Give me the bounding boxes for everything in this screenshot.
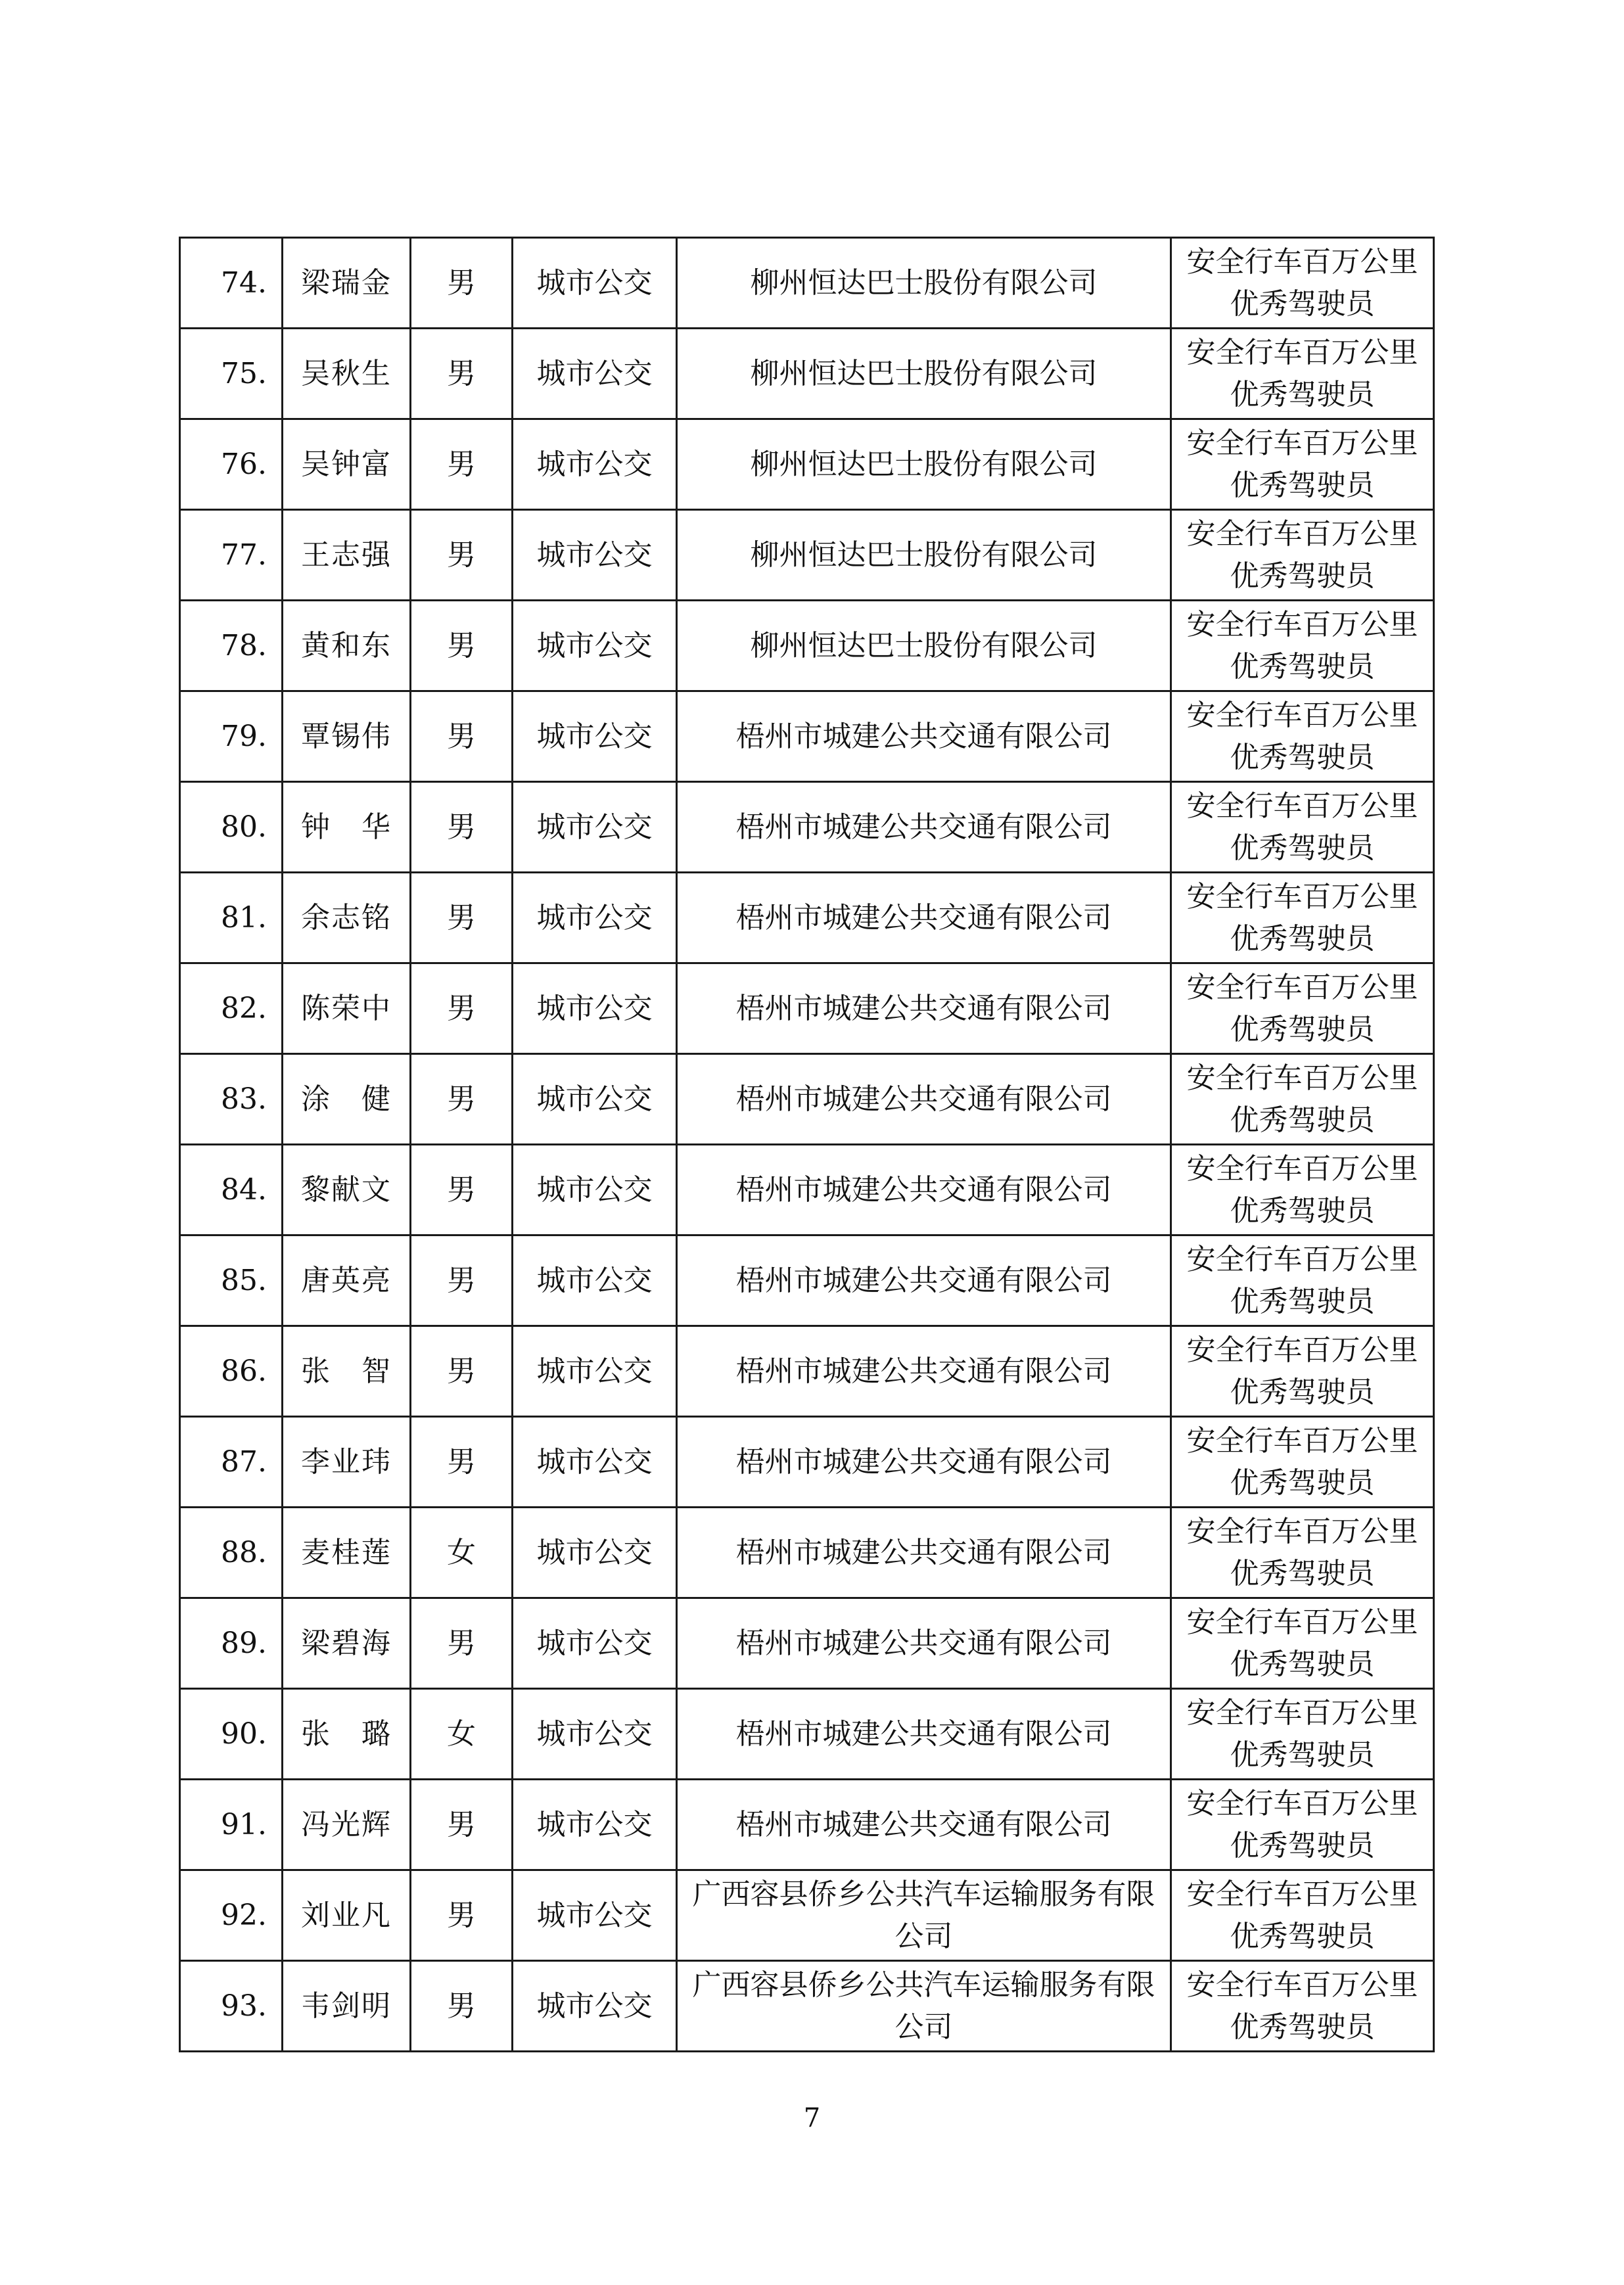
table-row bbox=[180, 1508, 1434, 1598]
category-cell bbox=[513, 1235, 677, 1326]
award-title: 安全行车百万公里优秀驾驶员 bbox=[1186, 1605, 1418, 1681]
row-number: 85. bbox=[221, 1263, 267, 1297]
award-cell bbox=[1171, 1417, 1434, 1508]
award-cell bbox=[1171, 1235, 1434, 1326]
gender-cell bbox=[411, 419, 513, 510]
category-cell bbox=[513, 873, 677, 963]
award-title: 安全行车百万公里优秀驾驶员 bbox=[1186, 607, 1418, 683]
table-row bbox=[180, 1689, 1434, 1780]
name-cell bbox=[283, 782, 411, 873]
person-name: 余志铭 bbox=[301, 900, 392, 935]
table-row bbox=[180, 1326, 1434, 1417]
category-cell bbox=[513, 329, 677, 419]
row-number: 89. bbox=[221, 1626, 267, 1660]
person-name: 冯光辉 bbox=[301, 1807, 392, 1841]
person-name: 黄和东 bbox=[301, 628, 392, 662]
award-cell bbox=[1171, 601, 1434, 691]
gender-cell bbox=[411, 1417, 513, 1508]
organization: 广西容县侨乡公共汽车运输服务有限公司 bbox=[692, 1877, 1155, 1953]
gender: 男 bbox=[447, 900, 476, 935]
table-row bbox=[180, 691, 1434, 782]
award-title: 安全行车百万公里优秀驾驶员 bbox=[1186, 1877, 1418, 1953]
award-title: 安全行车百万公里优秀驾驶员 bbox=[1186, 789, 1418, 865]
row-number-cell bbox=[180, 510, 283, 601]
table-row bbox=[180, 510, 1434, 601]
organization-cell bbox=[677, 1689, 1171, 1780]
gender-cell bbox=[411, 691, 513, 782]
row-number-cell bbox=[180, 873, 283, 963]
award-title: 安全行车百万公里优秀驾驶员 bbox=[1186, 879, 1418, 956]
table-row bbox=[180, 873, 1434, 963]
person-name: 唐英亮 bbox=[301, 1263, 392, 1297]
row-number-cell bbox=[180, 1780, 283, 1870]
organization: 梧州市城建公共交通有限公司 bbox=[735, 1535, 1112, 1569]
award-title: 安全行车百万公里优秀驾驶员 bbox=[1186, 970, 1418, 1046]
table-row bbox=[180, 1417, 1434, 1508]
name-cell bbox=[283, 1326, 411, 1417]
table-body bbox=[180, 238, 1434, 2052]
gender-cell bbox=[411, 329, 513, 419]
name-cell bbox=[283, 963, 411, 1054]
award-cell bbox=[1171, 1598, 1434, 1689]
name-cell bbox=[283, 510, 411, 601]
category: 城市公交 bbox=[536, 810, 653, 844]
person-name: 黎献文 bbox=[301, 1172, 392, 1207]
award-cell bbox=[1171, 963, 1434, 1054]
row-number: 83. bbox=[221, 1082, 267, 1116]
category: 城市公交 bbox=[536, 1626, 653, 1660]
gender-cell bbox=[411, 1961, 513, 2052]
award-cell bbox=[1171, 1961, 1434, 2052]
table-row bbox=[180, 419, 1434, 510]
name-cell bbox=[283, 1961, 411, 2052]
organization: 梧州市城建公共交通有限公司 bbox=[735, 1172, 1112, 1207]
category: 城市公交 bbox=[536, 1354, 653, 1388]
row-number: 76. bbox=[221, 447, 267, 481]
award-cell bbox=[1171, 419, 1434, 510]
person-name: 张 璐 bbox=[301, 1717, 392, 1751]
award-title: 安全行车百万公里优秀驾驶员 bbox=[1186, 1242, 1418, 1318]
name-cell bbox=[283, 1689, 411, 1780]
category: 城市公交 bbox=[536, 1082, 653, 1116]
category-cell bbox=[513, 1870, 677, 1961]
gender-cell bbox=[411, 1780, 513, 1870]
award-cell bbox=[1171, 1780, 1434, 1870]
row-number: 88. bbox=[221, 1535, 267, 1569]
row-number-cell bbox=[180, 782, 283, 873]
row-number-cell bbox=[180, 329, 283, 419]
organization: 梧州市城建公共交通有限公司 bbox=[735, 1263, 1112, 1297]
person-name: 李业玮 bbox=[301, 1444, 392, 1479]
award-cell bbox=[1171, 1870, 1434, 1961]
gender-cell bbox=[411, 1508, 513, 1598]
organization-cell bbox=[677, 1326, 1171, 1417]
row-number-cell bbox=[180, 1598, 283, 1689]
category: 城市公交 bbox=[536, 1172, 653, 1207]
award-title: 安全行车百万公里优秀驾驶员 bbox=[1186, 1061, 1418, 1137]
category-cell bbox=[513, 1145, 677, 1235]
category: 城市公交 bbox=[536, 538, 653, 572]
table-row bbox=[180, 1054, 1434, 1145]
category: 城市公交 bbox=[536, 1898, 653, 1932]
gender: 女 bbox=[447, 1717, 476, 1751]
row-number-cell bbox=[180, 1689, 283, 1780]
category-cell bbox=[513, 1054, 677, 1145]
organization: 柳州恒达巴士股份有限公司 bbox=[750, 265, 1098, 300]
row-number-cell bbox=[180, 1870, 283, 1961]
row-number-cell bbox=[180, 1235, 283, 1326]
person-name: 钟 华 bbox=[301, 810, 392, 844]
gender-cell bbox=[411, 1598, 513, 1689]
award-title: 安全行车百万公里优秀驾驶员 bbox=[1186, 335, 1418, 411]
person-name: 梁碧海 bbox=[301, 1626, 392, 1660]
gender: 女 bbox=[447, 1535, 476, 1569]
organization-cell bbox=[677, 601, 1171, 691]
category-cell bbox=[513, 963, 677, 1054]
award-cell bbox=[1171, 1145, 1434, 1235]
organization-cell bbox=[677, 1508, 1171, 1598]
award-title: 安全行车百万公里优秀驾驶员 bbox=[1186, 426, 1418, 502]
row-number-cell bbox=[180, 1054, 283, 1145]
gender: 男 bbox=[447, 1263, 476, 1297]
row-number-cell bbox=[180, 1326, 283, 1417]
gender: 男 bbox=[447, 628, 476, 662]
award-title: 安全行车百万公里优秀驾驶员 bbox=[1186, 244, 1418, 321]
table-row bbox=[180, 1780, 1434, 1870]
gender-cell bbox=[411, 963, 513, 1054]
gender: 男 bbox=[447, 1989, 476, 2023]
person-name: 梁瑞金 bbox=[301, 265, 392, 300]
row-number: 87. bbox=[221, 1444, 267, 1479]
award-list-table bbox=[179, 237, 1435, 2052]
row-number: 74. bbox=[221, 265, 267, 300]
category-cell bbox=[513, 1689, 677, 1780]
table-row bbox=[180, 1598, 1434, 1689]
gender: 男 bbox=[447, 1898, 476, 1932]
category: 城市公交 bbox=[536, 719, 653, 753]
row-number-cell bbox=[180, 1145, 283, 1235]
category: 城市公交 bbox=[536, 900, 653, 935]
row-number: 77. bbox=[221, 538, 267, 572]
gender-cell bbox=[411, 1145, 513, 1235]
row-number: 93. bbox=[221, 1989, 267, 2023]
award-title: 安全行车百万公里优秀驾驶员 bbox=[1186, 1786, 1418, 1862]
gender: 男 bbox=[447, 356, 476, 390]
row-number-cell bbox=[180, 1508, 283, 1598]
category-cell bbox=[513, 1961, 677, 2052]
organization-cell bbox=[677, 873, 1171, 963]
category: 城市公交 bbox=[536, 628, 653, 662]
gender: 男 bbox=[447, 1444, 476, 1479]
row-number: 80. bbox=[221, 810, 267, 844]
person-name: 王志强 bbox=[301, 538, 392, 572]
award-title: 安全行车百万公里优秀驾驶员 bbox=[1186, 517, 1418, 593]
award-cell bbox=[1171, 873, 1434, 963]
gender: 男 bbox=[447, 1082, 476, 1116]
organization: 梧州市城建公共交通有限公司 bbox=[735, 991, 1112, 1025]
organization: 梧州市城建公共交通有限公司 bbox=[735, 1717, 1112, 1751]
organization-cell bbox=[677, 963, 1171, 1054]
organization-cell bbox=[677, 329, 1171, 419]
organization-cell bbox=[677, 419, 1171, 510]
row-number-cell bbox=[180, 691, 283, 782]
row-number-cell bbox=[180, 1961, 283, 2052]
gender: 男 bbox=[447, 1626, 476, 1660]
gender-cell bbox=[411, 782, 513, 873]
category-cell bbox=[513, 1417, 677, 1508]
table-row bbox=[180, 782, 1434, 873]
organization: 梧州市城建公共交通有限公司 bbox=[735, 810, 1112, 844]
organization-cell bbox=[677, 782, 1171, 873]
category: 城市公交 bbox=[536, 991, 653, 1025]
gender-cell bbox=[411, 510, 513, 601]
gender-cell bbox=[411, 238, 513, 329]
organization: 梧州市城建公共交通有限公司 bbox=[735, 1807, 1112, 1841]
person-name: 刘业凡 bbox=[301, 1898, 392, 1932]
row-number-cell bbox=[180, 419, 283, 510]
row-number-cell bbox=[180, 238, 283, 329]
award-cell bbox=[1171, 1508, 1434, 1598]
page-number: 7 bbox=[803, 2103, 821, 2133]
organization: 广西容县侨乡公共汽车运输服务有限公司 bbox=[692, 1968, 1155, 2044]
row-number: 79. bbox=[221, 719, 267, 753]
category: 城市公交 bbox=[536, 1717, 653, 1751]
person-name: 覃锡伟 bbox=[301, 719, 392, 753]
person-name: 涂 健 bbox=[301, 1082, 392, 1116]
table-row bbox=[180, 1145, 1434, 1235]
award-title: 安全行车百万公里优秀驾驶员 bbox=[1186, 698, 1418, 774]
category-cell bbox=[513, 782, 677, 873]
row-number-cell bbox=[180, 1417, 283, 1508]
category: 城市公交 bbox=[536, 1535, 653, 1569]
category: 城市公交 bbox=[536, 447, 653, 481]
row-number: 84. bbox=[221, 1172, 267, 1207]
gender: 男 bbox=[447, 1172, 476, 1207]
organization-cell bbox=[677, 1145, 1171, 1235]
organization-cell bbox=[677, 691, 1171, 782]
category-cell bbox=[513, 510, 677, 601]
category: 城市公交 bbox=[536, 1989, 653, 2023]
row-number: 91. bbox=[221, 1807, 267, 1841]
row-number: 92. bbox=[221, 1898, 267, 1932]
row-number: 90. bbox=[221, 1717, 267, 1751]
category-cell bbox=[513, 238, 677, 329]
name-cell bbox=[283, 329, 411, 419]
name-cell bbox=[283, 1598, 411, 1689]
award-title: 安全行车百万公里优秀驾驶员 bbox=[1186, 1696, 1418, 1772]
award-title: 安全行车百万公里优秀驾驶员 bbox=[1186, 1333, 1418, 1409]
gender: 男 bbox=[447, 991, 476, 1025]
table-row bbox=[180, 1235, 1434, 1326]
row-number: 75. bbox=[221, 356, 267, 390]
category: 城市公交 bbox=[536, 1444, 653, 1479]
name-cell bbox=[283, 1145, 411, 1235]
category-cell bbox=[513, 601, 677, 691]
award-title: 安全行车百万公里优秀驾驶员 bbox=[1186, 1151, 1418, 1228]
award-cell bbox=[1171, 691, 1434, 782]
organization: 梧州市城建公共交通有限公司 bbox=[735, 1082, 1112, 1116]
name-cell bbox=[283, 1235, 411, 1326]
gender: 男 bbox=[447, 265, 476, 300]
organization-cell bbox=[677, 1235, 1171, 1326]
award-cell bbox=[1171, 329, 1434, 419]
organization: 柳州恒达巴士股份有限公司 bbox=[750, 447, 1098, 481]
organization-cell bbox=[677, 1598, 1171, 1689]
award-cell bbox=[1171, 238, 1434, 329]
gender-cell bbox=[411, 1326, 513, 1417]
organization-cell bbox=[677, 1780, 1171, 1870]
organization: 柳州恒达巴士股份有限公司 bbox=[750, 356, 1098, 390]
award-title: 安全行车百万公里优秀驾驶员 bbox=[1186, 1514, 1418, 1590]
gender-cell bbox=[411, 1870, 513, 1961]
person-name: 韦剑明 bbox=[301, 1989, 392, 2023]
organization: 梧州市城建公共交通有限公司 bbox=[735, 1626, 1112, 1660]
award-cell bbox=[1171, 782, 1434, 873]
organization-cell bbox=[677, 1961, 1171, 2052]
organization-cell bbox=[677, 510, 1171, 601]
category-cell bbox=[513, 1326, 677, 1417]
name-cell bbox=[283, 238, 411, 329]
category: 城市公交 bbox=[536, 356, 653, 390]
name-cell bbox=[283, 873, 411, 963]
table-row bbox=[180, 1961, 1434, 2052]
award-cell bbox=[1171, 1689, 1434, 1780]
category-cell bbox=[513, 1780, 677, 1870]
row-number: 81. bbox=[221, 900, 267, 935]
organization: 柳州恒达巴士股份有限公司 bbox=[750, 538, 1098, 572]
table-row bbox=[180, 601, 1434, 691]
category: 城市公交 bbox=[536, 265, 653, 300]
person-name: 吴钟富 bbox=[301, 447, 392, 481]
organization: 梧州市城建公共交通有限公司 bbox=[735, 719, 1112, 753]
category-cell bbox=[513, 691, 677, 782]
award-title: 安全行车百万公里优秀驾驶员 bbox=[1186, 1423, 1418, 1500]
table-row bbox=[180, 238, 1434, 329]
person-name: 陈荣中 bbox=[301, 991, 392, 1025]
gender-cell bbox=[411, 1689, 513, 1780]
organization: 梧州市城建公共交通有限公司 bbox=[735, 1354, 1112, 1388]
table-row bbox=[180, 963, 1434, 1054]
award-title: 安全行车百万公里优秀驾驶员 bbox=[1186, 1968, 1418, 2044]
category: 城市公交 bbox=[536, 1263, 653, 1297]
person-name: 吴秋生 bbox=[301, 356, 392, 390]
category-cell bbox=[513, 419, 677, 510]
organization-cell bbox=[677, 1417, 1171, 1508]
gender-cell bbox=[411, 873, 513, 963]
organization-cell bbox=[677, 1054, 1171, 1145]
person-name: 张 智 bbox=[301, 1354, 392, 1388]
row-number-cell bbox=[180, 601, 283, 691]
name-cell bbox=[283, 1054, 411, 1145]
organization: 梧州市城建公共交通有限公司 bbox=[735, 1444, 1112, 1479]
row-number: 86. bbox=[221, 1354, 267, 1388]
name-cell bbox=[283, 1508, 411, 1598]
name-cell bbox=[283, 1780, 411, 1870]
organization: 梧州市城建公共交通有限公司 bbox=[735, 900, 1112, 935]
name-cell bbox=[283, 691, 411, 782]
category: 城市公交 bbox=[536, 1807, 653, 1841]
gender: 男 bbox=[447, 810, 476, 844]
category-cell bbox=[513, 1508, 677, 1598]
name-cell bbox=[283, 1870, 411, 1961]
organization: 柳州恒达巴士股份有限公司 bbox=[750, 628, 1098, 662]
gender: 男 bbox=[447, 447, 476, 481]
name-cell bbox=[283, 419, 411, 510]
row-number: 78. bbox=[221, 628, 267, 662]
row-number-cell bbox=[180, 963, 283, 1054]
gender-cell bbox=[411, 1054, 513, 1145]
person-name: 麦桂莲 bbox=[301, 1535, 392, 1569]
gender: 男 bbox=[447, 719, 476, 753]
table-row bbox=[180, 1870, 1434, 1961]
name-cell bbox=[283, 601, 411, 691]
row-number: 82. bbox=[221, 991, 267, 1025]
organization-cell bbox=[677, 238, 1171, 329]
organization-cell bbox=[677, 1870, 1171, 1961]
gender: 男 bbox=[447, 1354, 476, 1388]
award-cell bbox=[1171, 1054, 1434, 1145]
gender-cell bbox=[411, 1235, 513, 1326]
table-row bbox=[180, 329, 1434, 419]
gender: 男 bbox=[447, 1807, 476, 1841]
name-cell bbox=[283, 1417, 411, 1508]
category-cell bbox=[513, 1598, 677, 1689]
gender: 男 bbox=[447, 538, 476, 572]
award-cell bbox=[1171, 1326, 1434, 1417]
award-cell bbox=[1171, 510, 1434, 601]
gender-cell bbox=[411, 601, 513, 691]
